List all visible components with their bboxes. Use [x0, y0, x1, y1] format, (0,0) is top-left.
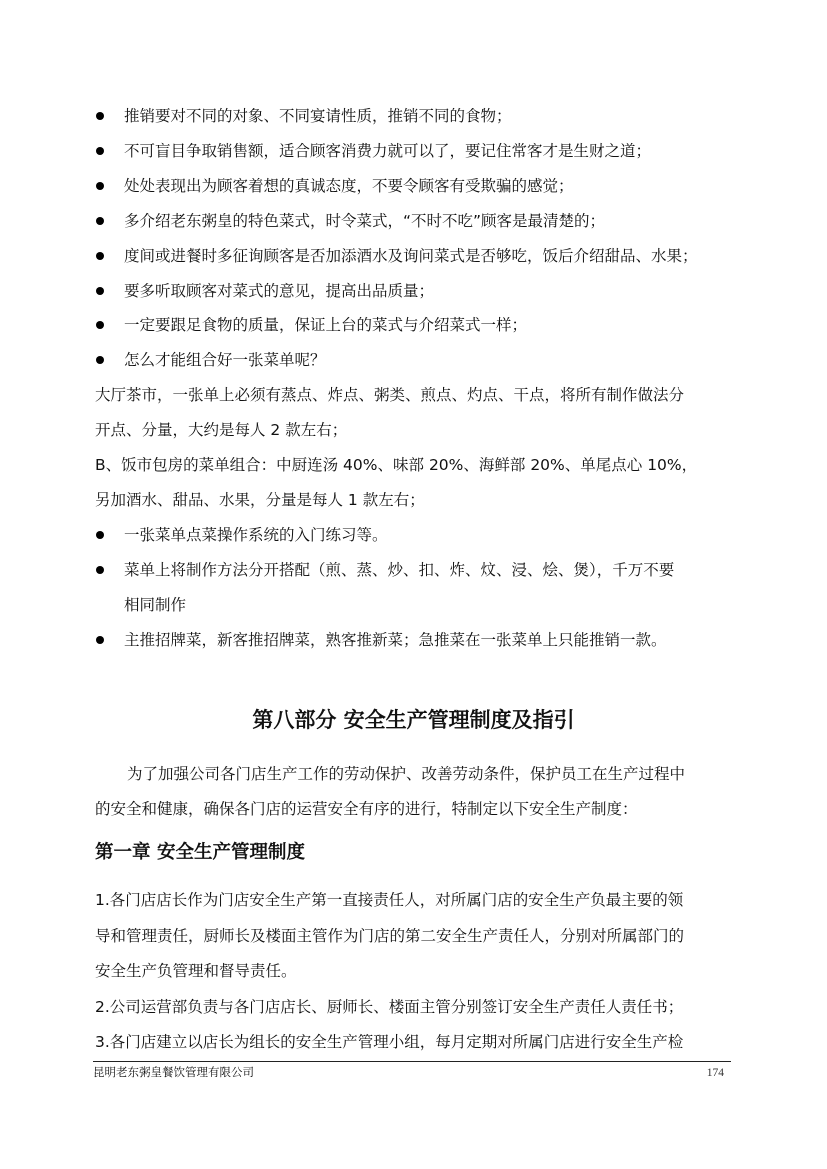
section-title: 第八部分 安全生产管理制度及指引 [252, 708, 575, 732]
bullet-item: 多介绍老东粥皇的特色菜式，时令菜式，“不时不吃”顾客是最清楚的； [124, 212, 606, 230]
bullet-item: 度间或进餐时多征询顾客是否加添酒水及询问菜式是否够吃，饭后介绍甜品、水果； [124, 247, 698, 265]
bullet-marker [96, 531, 104, 539]
bullet-marker [96, 636, 104, 644]
paragraph-line: B、饭市包房的菜单组合：中厨连汤 40%、味部 20%、海鲜部 20%、单尾点心 10%， [95, 456, 698, 474]
footer-divider [93, 1061, 731, 1062]
rule-line: 2.公司运营部负责与各门店店长、厨师长、楼面主管分别签订安全生产责任人责任书； [95, 998, 684, 1016]
bullet-item: 一张菜单点菜操作系统的入门练习等。 [124, 526, 388, 544]
bullet-marker [96, 112, 104, 120]
bullet-marker [96, 356, 104, 364]
rule-line: 3.各门店建立以店长为组长的安全生产管理小组，每月定期对所属门店进行安全生产检 [95, 1033, 684, 1051]
paragraph-line: 另加酒水、甜品、水果，分量是每人 1 款左右； [95, 491, 425, 509]
paragraph-line: 开点、分量，大约是每人 2 款左右； [95, 421, 348, 439]
paragraph-line: 为了加强公司各门店生产工作的劳动保护、改善劳动条件，保护员工在生产过程中 [127, 765, 686, 783]
bullet-marker [96, 217, 104, 225]
bullet-item: 一定要跟足食物的质量，保证上台的菜式与介绍菜式一样； [124, 316, 528, 334]
bullet-item-continuation: 相同制作 [124, 596, 187, 614]
footer-company: 昆明老东粥皇餐饮管理有限公司 [93, 1065, 254, 1079]
bullet-item: 处处表现出为顾客着想的真诚态度，不要令顾客有受欺骗的感觉； [124, 177, 574, 195]
bullet-item: 主推招牌菜，新客推招牌菜，熟客推新菜；急推菜在一张菜单上只能推销一款。 [124, 631, 667, 649]
paragraph-line: 大厅茶市，一张单上必须有蒸点、炸点、粥类、煎点、灼点、干点，将所有制作做法分 [95, 386, 685, 404]
rule-line: 1.各门店店长作为门店安全生产第一直接责任人，对所属门店的安全生产负最主要的领 [95, 891, 684, 909]
bullet-marker [96, 182, 104, 190]
bullet-marker [96, 566, 104, 574]
rule-line: 导和管理责任，厨师长及楼面主管作为门店的第二安全生产责任人，分别对所属部门的 [95, 927, 685, 945]
chapter-title: 第一章 安全生产管理制度 [95, 842, 305, 863]
page-number: 174 [706, 1067, 724, 1079]
paragraph-line: 的安全和健康，确保各门店的运营安全有序的进行，特制定以下安全生产制度： [95, 800, 638, 818]
bullet-item: 菜单上将制作方法分开搭配（煎、蒸、炒、扣、炸、炆、浸、烩、煲），千万不要 [124, 561, 675, 579]
bullet-marker [96, 287, 104, 295]
bullet-marker [96, 321, 104, 329]
bullet-marker [96, 147, 104, 155]
bullet-item: 怎么才能组合好一张菜单呢？ [124, 351, 326, 369]
bullet-item: 要多听取顾客对菜式的意见，提高出品质量； [124, 282, 435, 300]
bullet-item: 推销要对不同的对象、不同宴请性质，推销不同的食物； [124, 107, 512, 125]
rule-line: 安全生产负管理和督导责任。 [95, 962, 297, 980]
bullet-item: 不可盲目争取销售额，适合顾客消费力就可以了，要记住常客才是生财之道； [124, 142, 652, 160]
bullet-marker [96, 252, 104, 260]
